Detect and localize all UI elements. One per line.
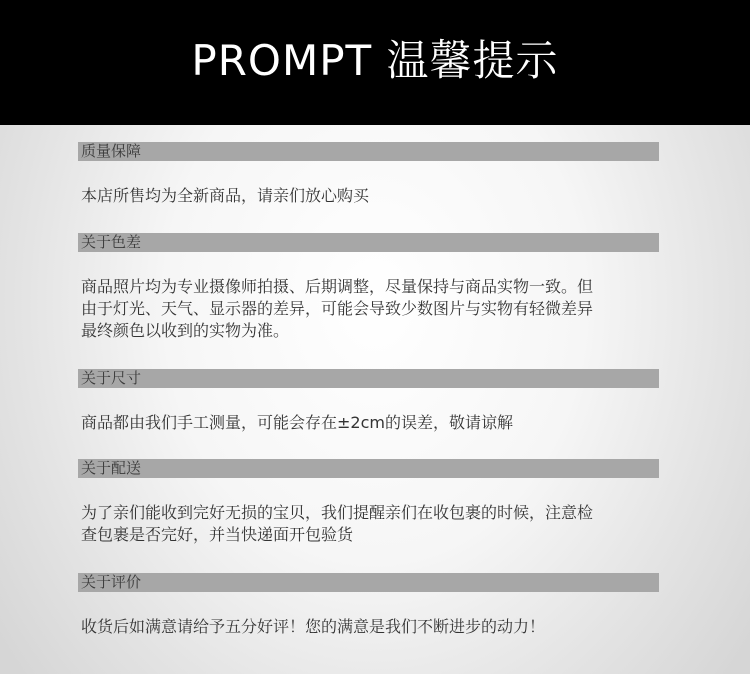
section-text: [78, 276, 659, 342]
section-text: [78, 185, 659, 207]
text-line: 为了亲们能收到完好无损的宝贝，我们提醒亲们在收包裹的时候，注意检: [81, 503, 594, 522]
text-line: 查包裹是否完好，并当快递面开包验货: [81, 525, 354, 544]
section-quality: [78, 142, 659, 207]
section-heading: 关于色差: [78, 233, 659, 252]
section-text: [78, 412, 659, 434]
section-size: [78, 369, 659, 434]
text-line: 由于灯光、天气、显示器的差异，可能会导致少数图片与实物有轻微差异: [81, 299, 594, 318]
text-line: 最终颜色以收到的实物为准。: [81, 321, 290, 340]
section-text: [78, 502, 659, 546]
text-line: 商品照片均为专业摄像师拍摄、后期调整，尽量保持与商品实物一致。但: [81, 277, 594, 296]
page-title: PROMPT 温馨提示: [191, 35, 559, 85]
section-text: [78, 616, 659, 638]
section-color-difference: [78, 233, 659, 342]
section-heading: 质量保障: [78, 142, 659, 161]
section-heading: 关于配送: [78, 459, 659, 478]
section-delivery: [78, 459, 659, 546]
section-heading: 关于评价: [78, 573, 659, 592]
section-review: [78, 573, 659, 638]
text-line: 本店所售均为全新商品，请亲们放心购买: [81, 186, 370, 205]
section-heading: 关于尺寸: [78, 369, 659, 388]
text-line: 收货后如满意请给予五分好评！您的满意是我们不断进步的动力！: [81, 617, 546, 636]
header-banner: [0, 0, 750, 125]
text-line: 商品都由我们手工测量，可能会存在±2cm的误差，敬请谅解: [81, 413, 513, 432]
